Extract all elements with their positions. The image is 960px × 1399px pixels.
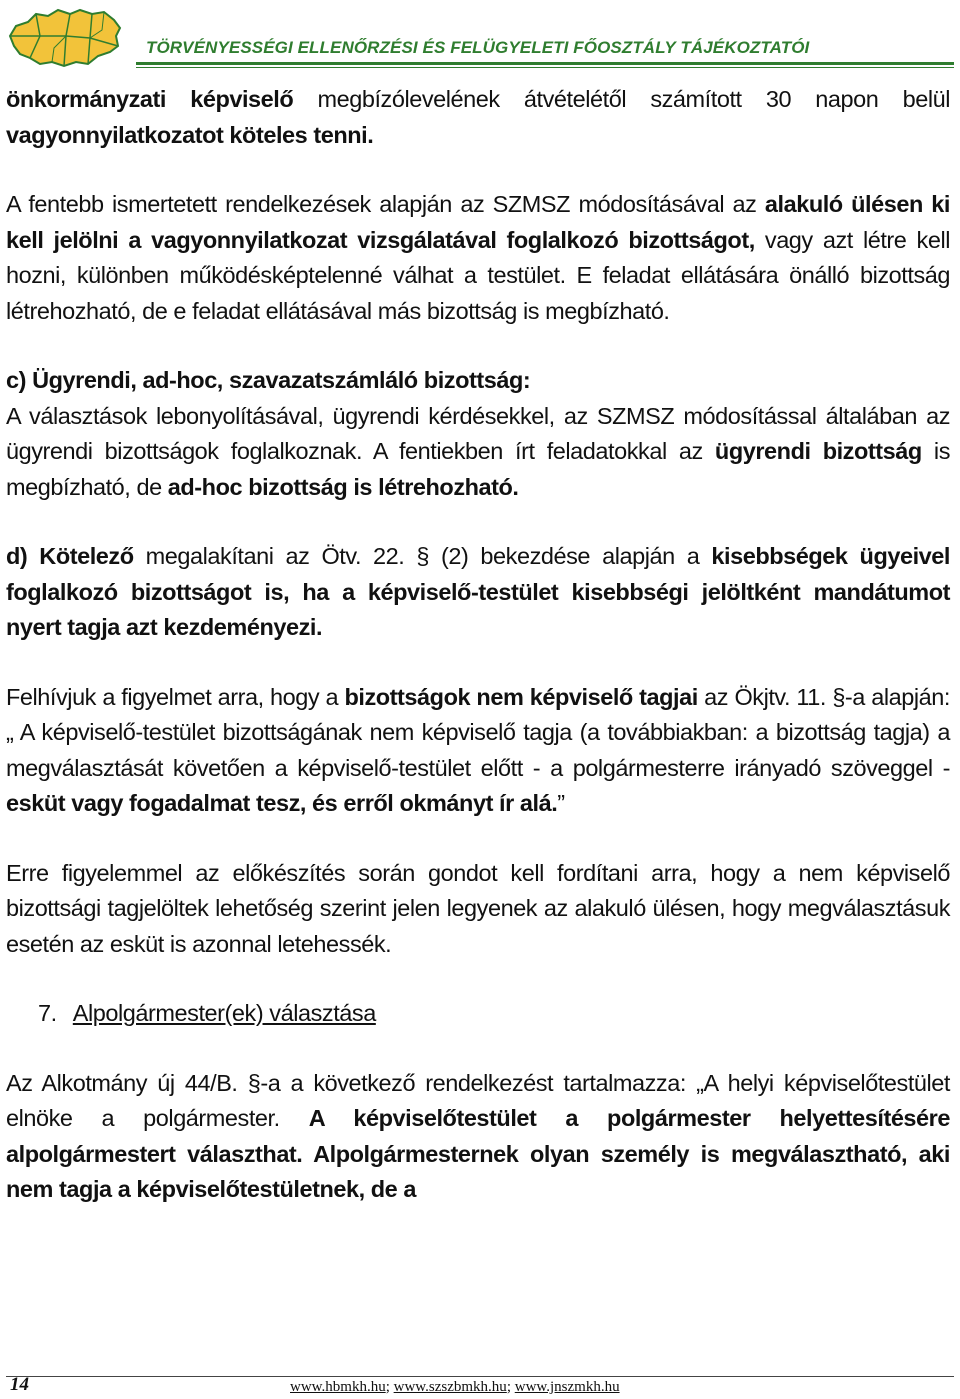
page-footer <box>0 1362 960 1399</box>
text: ” <box>557 790 565 816</box>
section-number: 7. <box>38 1000 57 1026</box>
bold-text: ad-hoc bizottság is létrehozható. <box>167 473 519 500</box>
hungary-counties-map-icon <box>6 6 124 68</box>
bold-text: d) Kötelező <box>6 543 134 569</box>
bold-text: esküt vagy fogadalmat tesz, és erről okmányt ír alá. <box>6 790 558 816</box>
text: Az Alkotmány új 44/B. §-a a következő rendelkezést tartalmazza: „A helyi képviselőtestület elnöke a polgármester. <box>6 1069 950 1131</box>
section-heading-deputy-mayor <box>6 996 950 1032</box>
paragraph-minority-committee <box>6 539 950 646</box>
header-divider <box>136 62 954 65</box>
footer-links <box>290 1379 620 1396</box>
paragraph-szmsz <box>6 187 950 329</box>
paragraph-oath <box>6 680 950 822</box>
link-hbmkh[interactable]: www.hbmkh.hu <box>290 1379 386 1395</box>
bold-text: ügyrendi bizottság <box>714 438 922 464</box>
text: az Ökjtv. 11. §-a alapján: „ A képviselő-testület bizottságának nem képviselő tagja (a továbbiakban: a bizottság tagja) a megválasztását követően a képviselő-testület előtt - a polgármesterre irányadó szöveggel - <box>6 683 950 781</box>
section-title: Alpolgármester(ek) választása <box>72 1000 376 1026</box>
header-title: TÖRVÉNYESSÉGI ELLENŐRZÉSI ÉS FELÜGYELETI FŐOSZTÁLY TÁJÉKOZTATÓI <box>146 38 810 57</box>
document-body <box>6 82 950 1208</box>
text: A választások lebonyolításával, ügyrendi kérdésekkel, az SZMSZ módosítással általában az ügyrendi bizottságok foglalkoznak. A fentiekben írt feladatokkal az <box>6 402 950 464</box>
text: Felhívjuk a figyelmet arra, hogy a <box>6 683 345 710</box>
text: is megbízható, de <box>6 438 950 500</box>
text: Erre figyelemmel az előkészítés során gondot kell fordítani arra, hogy a nem képviselő bizottsági tagjelöltek lehetőség szerint jelen legyenek az alakuló ülésen, hogy megválasztásuk esetén az esküt is azonnal letehessék. <box>6 859 950 957</box>
footer-divider <box>6 1376 954 1377</box>
bold-text: bizottságok nem képviselő tagjai <box>344 683 698 710</box>
paragraph-asset-declaration <box>6 82 950 153</box>
page-header <box>0 0 960 80</box>
text: megbízólevelének átvételétől számított 30 napon belül <box>293 86 950 112</box>
link-jnszmkh[interactable]: www.jnszmkh.hu <box>514 1379 620 1395</box>
text: megalakítani az Ötv. 22. § (2) bekezdése alapján a <box>133 543 712 569</box>
paragraph-preparation <box>6 856 950 963</box>
bold-text: A képviselőtestület a polgármester helyettesítésére alpolgármestert választhat. Alpolgármesternek olyan személy is megválasztható, aki nem tagja a képviselőtestületnek, de a <box>6 1105 950 1202</box>
page-number: 14 <box>10 1374 29 1395</box>
section-heading: c) Ügyrendi, ad-hoc, szavazatszámláló bizottság: <box>6 367 531 393</box>
text: A fentebb ismertetett rendelkezések alapján az SZMSZ módosításával az <box>6 191 765 217</box>
text: vagy azt létre kell hozni, különben működésképtelenné válhat a testület. E feladat ellátására önálló bizottság létrehozható, de e feladat ellátásával más bizottság is megbízható. <box>6 226 950 324</box>
bold-text: alakuló ülésen ki kell jelölni a vagyonnyilatkozat vizsgálatával foglalkozó bizottságot, <box>6 191 950 253</box>
paragraph-adhoc-committee <box>6 363 950 505</box>
separator: ; <box>385 1379 394 1395</box>
bold-text: vagyonnyilatkozatot köteles tenni. <box>6 121 374 148</box>
link-szszbmkh[interactable]: www.szszbmkh.hu <box>393 1379 507 1395</box>
bold-text: önkormányzati képviselő <box>6 86 294 112</box>
header-divider-thin <box>136 67 954 68</box>
separator: ; <box>506 1379 515 1395</box>
bold-text: kisebbségek ügyeivel foglalkozó bizottságot is, ha a képviselő-testület kisebbségi jelöltként mandátumot nyert tagja azt kezdeményezi. <box>6 543 950 640</box>
paragraph-constitution <box>6 1066 950 1208</box>
